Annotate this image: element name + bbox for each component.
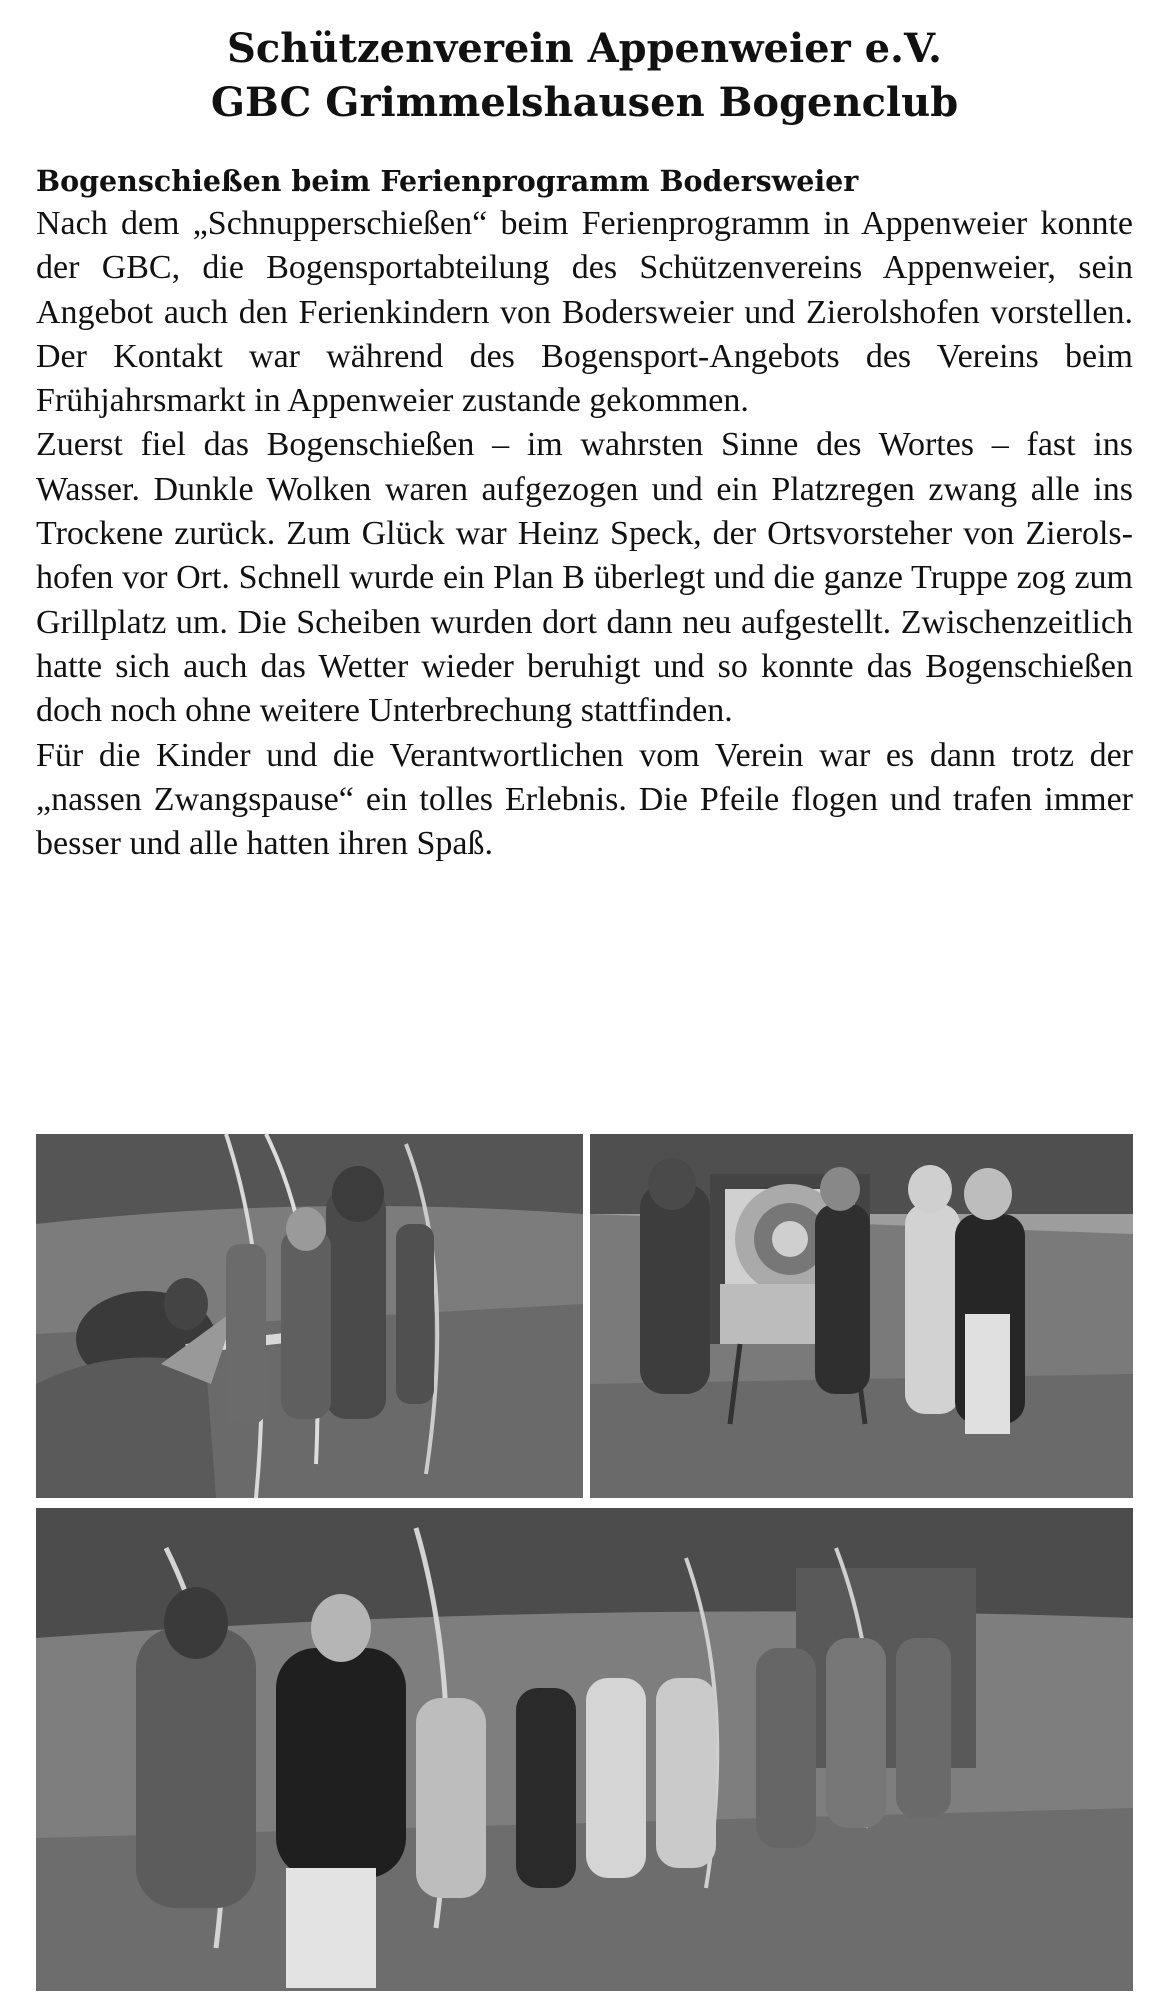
archery-line-photo [36, 1508, 1133, 1991]
club-subtitle: GBC Grimmelshausen Bogenclub [210, 79, 959, 126]
article-headline: Bogenschießen beim Ferienprogramm Bodersweier [36, 164, 859, 198]
article-paragraph: Für die Kinder und die Verantwortlichen vom Verein war es dann trotz der „nassen Zwangspause“ ein tolles Erlebnis. Die Pfeile flogen und trafen immer besser und alle hatten ihren Spaß. [36, 736, 1133, 863]
club-name-title: Schützenverein Appenweier e.V. [227, 25, 942, 72]
article-paragraph: Zuerst fiel das Bogenschießen – im wahrsten Sinne des Wortes – fast ins Wasser. Dunkle Wolken waren aufgezogen und ein Platzregen zwang alle ins Trockene zurück. Zum Glück war Heinz Speck, der Ortsvorsteher von Zierolshofen vor Ort. Schnell wurde ein Plan B überlegt und die ganze Truppe zog zum Grillplatz um. Die Scheiben wurden dort dann neu aufgestellt. Zwischenzeitlich hatte sich auch das Wetter wieder beruhigt und so konnte das Bogenschießen doch noch ohne weitere Unterbrechung stattfinden. [36, 426, 1133, 730]
target-scoring-photo [590, 1134, 1133, 1498]
archers-close-up-photo [36, 1134, 583, 1498]
article-paragraph: Nach dem „Schnupperschießen“ beim Ferienprogramm in Appenweier konnte der GBC, die Bogensportabteilung des Schützenvereins Appenweier, sein Angebot auch den Ferienkindern von Bodersweier und Zierolshofen vorstellen. Der Kontakt war während des Bogensport-Angebots des Vereins beim Frühjahrsmarkt in Appenweier zustande gekommen. [36, 205, 1133, 420]
